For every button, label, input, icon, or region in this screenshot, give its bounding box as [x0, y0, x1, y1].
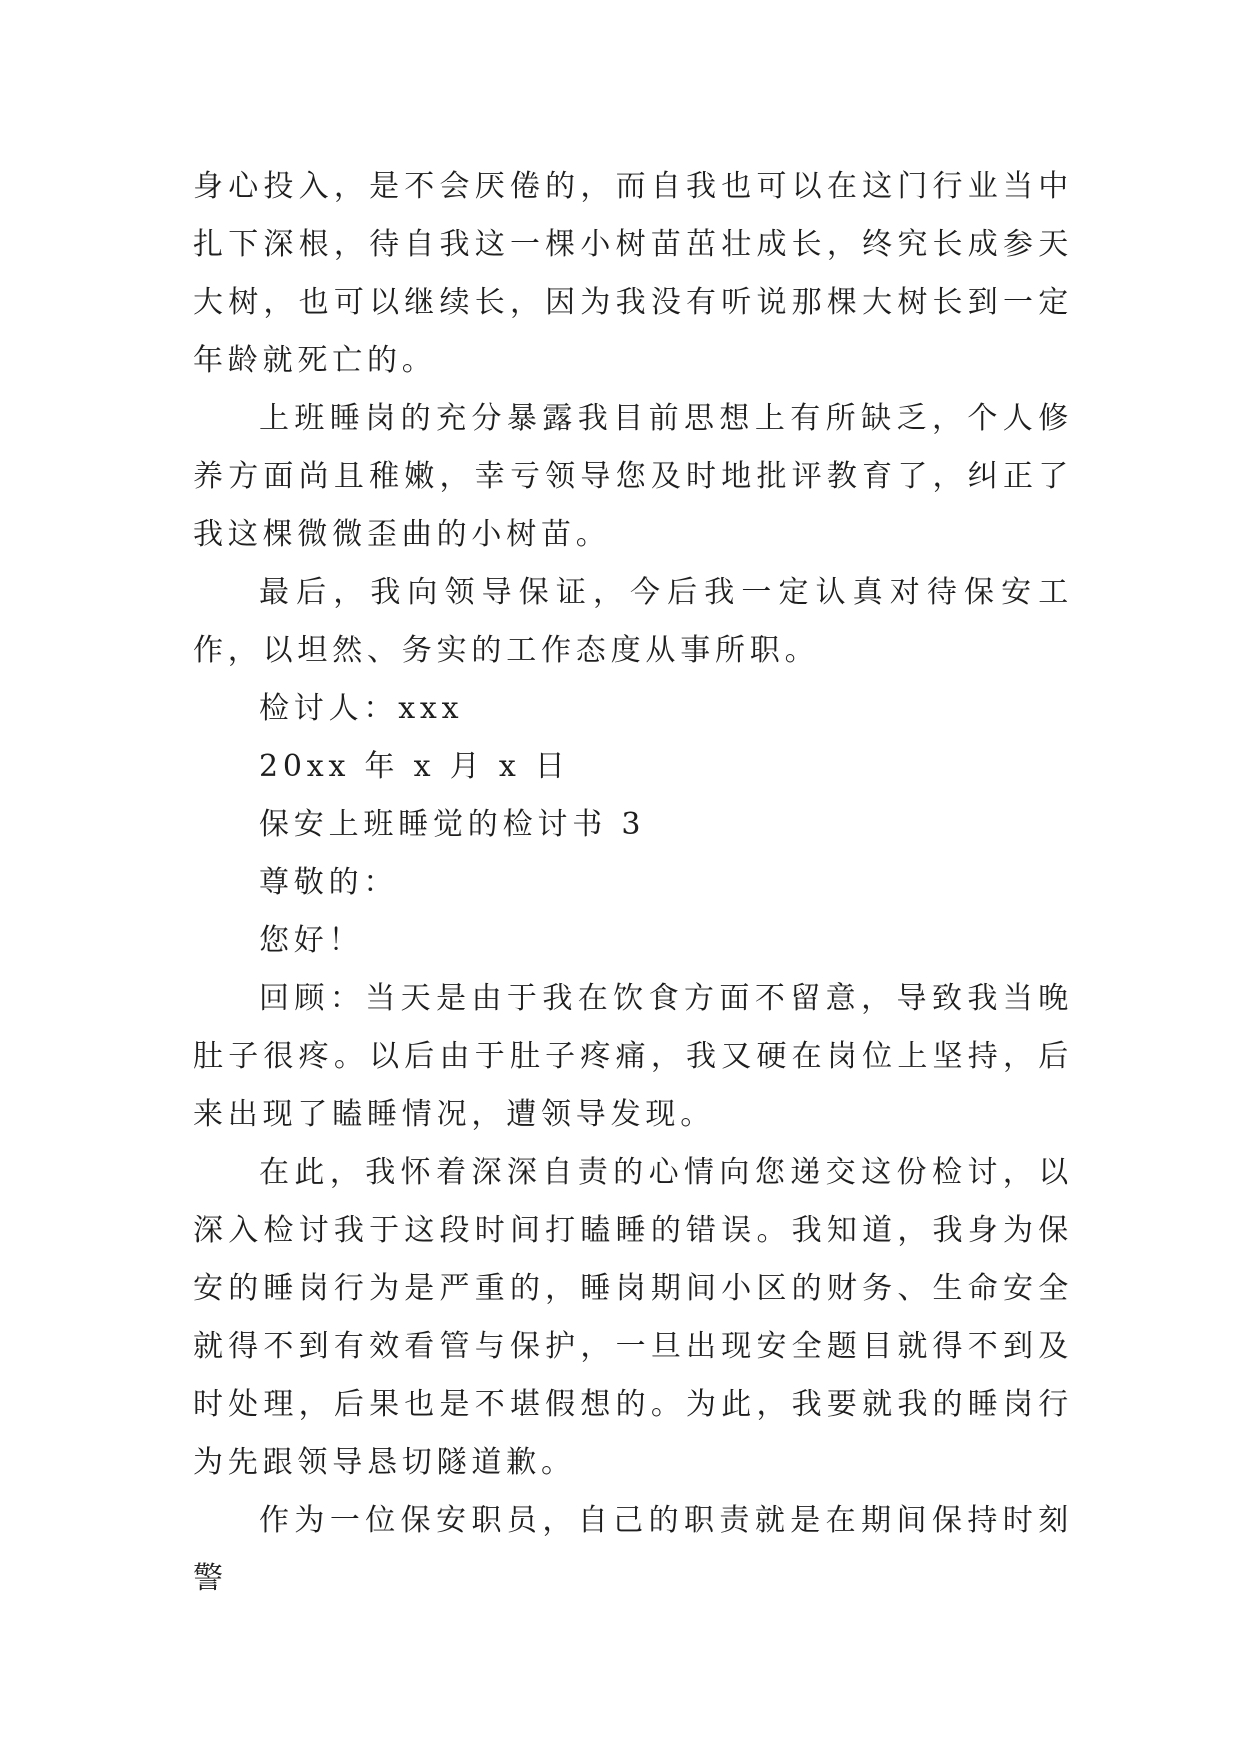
paragraph: 最后，我向领导保证，今后我一定认真对待保安工作，以坦然、务实的工作态度从事所职。 — [193, 575, 1073, 668]
greeting: 您好！ — [259, 923, 364, 958]
paragraph: 在此，我怀着深深自责的心情向您递交这份检讨，以深入检讨我于这段时间打瞌睡的错误。我知道，我身为保安的睡岗行为是严重的，睡岗期间小区的财务、生命安全就得不到有效看管与保护，一旦出现安全题目就得不到及时处理，后果也是不堪假想的。为此，我要就我的睡岗行为先跟领导恳切隧道歉。 — [193, 1155, 1073, 1480]
paragraph: 上班睡岗的充分暴露我目前思想上有所缺乏，个人修养方面尚且稚嫩，幸亏领导您及时地批评教育了，纠正了我这棵微微歪曲的小树苗。 — [193, 401, 1073, 552]
section-title: 保安上班睡觉的检讨书 3 — [259, 807, 646, 842]
document-body — [193, 158, 1073, 1608]
paragraph-truncated: 作为一位保安职员，自己的职责就是在期间保持时刻警 — [193, 1503, 1073, 1596]
salutation: 尊敬的： — [259, 865, 399, 900]
date-line: 20xx 年 x 月 x 日 — [259, 749, 570, 784]
signer-line: 检讨人：xxx — [259, 691, 464, 726]
paragraph-continued: 身心投入，是不会厌倦的，而自我也可以在这门行业当中扎下深根，待自我这一棵小树苗茁壮成长，终究长成参天大树，也可以继续长，因为我没有听说那棵大树长到一定年龄就死亡的。 — [193, 169, 1073, 378]
paragraph: 回顾：当天是由于我在饮食方面不留意，导致我当晚肚子很疼。以后由于肚子疼痛，我又硬在岗位上坚持，后来出现了瞌睡情况，遭领导发现。 — [193, 981, 1073, 1132]
